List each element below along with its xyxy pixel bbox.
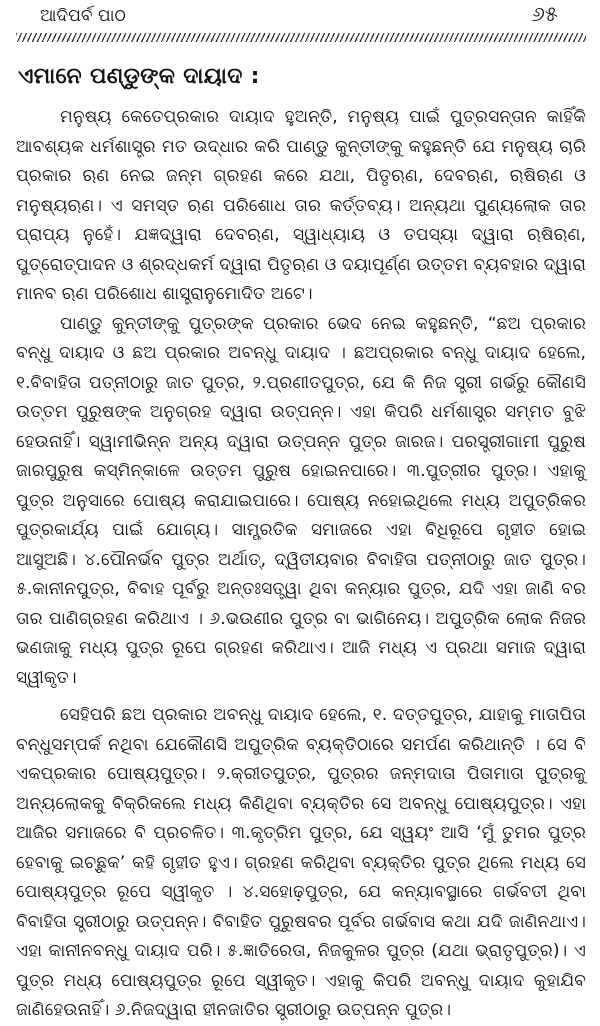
running-header (16, 0, 586, 34)
paragraph-bandhu-dayada: ପାଣ୍ଡୁ କୁନ୍ତୀଙ୍କୁ ପୁତ୍ରଙ୍କ ପ୍ରକାର ଭେଦ ନେଇ କହୁଛନ୍ତି, “ଛଅ ପ୍ରକାର ବନ୍ଧୁ ଦାୟାଦ ଓ ଛଅ ପ୍ରକାର ଅବନ୍ଧୁ ଦାୟାଦ । ଛଅପ୍ରକାର ବନ୍ଧୁ ଦାୟାଦ ହେଲେ, ୧.ବିବାହିତା ପତ୍ନୀଠାରୁ ଜାତ ପୁତ୍ର, ୨.ପ୍ରଣୀତପୁତ୍ର, ଯେ କି ନିଜ ସ୍ତ୍ରୀ ଗର୍ଭରୁ କୌଣସି ଉତ୍ତମ ପୁରୁଷଙ୍କ ଅନୁଗ୍ରହ ଦ୍ୱାରା ଉତ୍ପନ୍ନ। ଏହା କିପରି ଧର୍ମଶାସ୍ତ୍ର ସମ୍ମତ ବୁଝି ହେଉନାହିଁ। ସ୍ୱାମୀଭିନ୍ନ ଅନ୍ୟ ଦ୍ୱାରା ଉତ୍ପନ୍ନ ପୁତ୍ର ଜାରଜ। ପରସ୍ତ୍ରୀଗାମୀ ପୁରୁଷ ଜାରପୁରୁଷ କସ୍ମିନ୍‌କାଳେ ଉତ୍ତମ ପୁରୁଷ ହୋଇନପାରେ। ୩.ପୁତ୍ରୀର ପୁତ୍ର। ଏହାକୁ ପୁତ୍ର ଅନୁସାରେ ପୋଷ୍ୟ କରାଯାଇପାରେ। ପୋଷ୍ୟ ନହୋଇଥିଲେ ମଧ୍ୟ ଅପୁତ୍ରିକର ପୁତ୍ରକାର୍ଯ୍ୟ ପାଇଁ ଯୋଗ୍ୟ। ସାମ୍ପ୍ରତିକ ସମାଜରେ ଏହା ବିଧିରୂପେ ଗୃହୀତ ହୋଇ ଆସୁଅଛି। ୪.ପୌନର୍ଭବ ପୁତ୍ର ଅର୍ଥାତ୍, ଦ୍ୱିତୀୟବାର ବିବାହିତା ପତ୍ନୀଠାରୁ ଜାତ ପୁତ୍ର। ୫.କାନୀନପୁତ୍ର, ବିବାହ ପୂର୍ବରୁ ଅନ୍ତଃସତ୍ତ୍ୱା ଥିବା କନ୍ୟାର ପୁତ୍ର, ଯଦି ଏହା ଜାଣି ବର ତାର ପାଣିଗ୍ରହଣ କରିଥାଏ । ୬.ଭଉଣୀର ପୁତ୍ର ବା ଭାଗିନେୟ। ଅପୁତ୍ରିକ ଲୋକ ନିଜର ଭଣଜାକୁ ମଧ୍ୟ ପୁତ୍ର ରୂପେ ଗ୍ରହଣ କରିଥାଏ। ଆଜି ମଧ୍ୟ ଏ ପ୍ରଥା ସମାଜ ଦ୍ୱାରା ସ୍ୱୀକୃତ। (16, 313, 586, 688)
paragraph-rin: ମନୁଷ୍ୟ କେତେପ୍ରକାର ଦାୟାଦ ହୁଅନ୍ତି, ମନୁଷ୍ୟ ପାଇଁ ପୁତ୍ରସନ୍ତାନ କାହିଁକି ଆବଶ୍ୟକ ଧର୍ମଶାସ୍ତ୍ର ମତ ଉଦ୍ଧାର କରି ପାଣ୍ଡୁ କୁନ୍ତୀଙ୍କୁ କହୁଛନ୍ତି ଯେ ମନୁଷ୍ୟ ଚାରି ପ୍ରକାର ଋଣ ନେଇ ଜନ୍ମ ଗ୍ରହଣ କରେ ଯଥା, ପିତୃଋଣ, ଦେବଋଣ, ଋଷିଋଣ ଓ ମନୁଷ୍ୟଋଣ। ଏ ସମସ୍ତ ଋଣ ପରିଶୋଧ ତାର କର୍ତ୍ତବ୍ୟ। ଅନ୍ୟଥା ପୁଣ୍ୟଲୋକ ତାର ପ୍ରାପ୍ୟ ନୁହେଁ। ଯଜ୍ଞଦ୍ୱାରା ଦେବଋଣ, ସ୍ୱାଧ୍ୟାୟ ଓ ତପସ୍ୟା ଦ୍ୱାରା ଋଷିଋଣ, ପୁତ୍ରୋତ୍ପାଦନ ଓ ଶ୍ରଦ୍ଧକର୍ମ ଦ୍ୱାରା ପିତୃଋଣ ଓ ଦୟାପୂର୍ଣ୍ଣ ଉତ୍ତମ ବ୍ୟବହାର ଦ୍ୱାରା ମାନବ ଋଣ ପରିଶୋଧ ଶାସ୍ତ୍ରାନୁମୋଦିତ ଅଟେ। (16, 107, 586, 304)
section-heading: ଏମାନେ ପଣ୍ଡୁଙ୍କ ଦାୟାଦ : (18, 64, 260, 89)
header-divider (16, 33, 586, 42)
paragraph-abandhu-dayada: ସେହିପରି ଛଅ ପ୍ରକାର ଅବନ୍ଧୁ ଦାୟାଦ ହେଲେ, ୧. ଦତ୍ତପୁତ୍ର, ଯାହାକୁ ମାତାପିତା ବନ୍ଧୁସମ୍ପର୍କ ନଥିବା ଯେକୌଣସି ଅପୁତ୍ରିକ ବ୍ୟକ୍ତିଠାରେ ସମର୍ପଣ କରିଥାନ୍ତି । ସେ ବି ଏକପ୍ରକାର ପୋଷ୍ୟପୁତ୍ର। ୨.କ୍ରୀତପୁତ୍ର, ପୁତ୍ରର ଜନ୍ମଦାତା ପିତାମାତା ପୁତ୍ରକୁ ଅନ୍ୟଲୋକକୁ ବିକ୍ରିକଲେ ମଧ୍ୟ କିଣିଥିବା ବ୍ୟକ୍ତିର ସେ ଅବନ୍ଧୁ ପୋଷ୍ୟପୁତ୍ର। ଏହା ଆଜିର ସମାଜରେ ବି ପ୍ରଚଳିତ। ୩.କୃତ୍ରିମ ପୁତ୍ର, ଯେ ସ୍ୱୟଂ ଆସି ‘ମୁଁ ତୁମର ପୁତ୍ର ହେବାକୁ ଇଚ୍ଛୁକ’ କହି ଗୃହୀତ ହୁଏ। ଗ୍ରହଣ କରିଥିବା ବ୍ୟକ୍ତିର ପୁତ୍ର ଥିଲେ ମଧ୍ୟ ସେ ପୋଷ୍ୟପୁତ୍ର ରୂପେ ସ୍ୱୀକୃତ । ୪.ସହୋଢ଼ପୁତ୍ର, ଯେ କନ୍ୟାବସ୍ଥାରେ ଗର୍ଭବତୀ ଥିବା ବିବାହିତା ସ୍ତ୍ରୀଠାରୁ ଉତ୍ପନ୍ନ। ବିବାହିତ ପୁରୁଷବର ପୂର୍ବର ଗର୍ଭବାସ କଥା ଯଦି ଜାଣିନଥାଏ। ଏହା କାନୀନବନ୍ଧୁ ଦାୟାଦ ପରି। ୫.ଜ୍ଞାତିରେତା, ନିଜକୁଳର ପୁତ୍ର (ଯଥା ଭ୍ରାତୃପୁତ୍ର)। ଏ ପୁତ୍ର ମଧ୍ୟ ପୋଷ୍ୟପୁତ୍ର ରୂପେ ସ୍ୱୀକୃତ। ଏହାକୁ କିପରି ଅବନ୍ଧୁ ଦାୟାଦ କୁହାଯିବ ଜାଣିହେଉନାହିଁ। ୬.ନିଜଦ୍ୱାରା ହୀନଜାତିର ସ୍ତ୍ରୀଠାରୁ ଉତ୍ପନ୍ନ ପୁତ୍ର। (16, 705, 586, 1020)
chapter-title: ଆଦିପର୍ବ ପାଠ (40, 6, 126, 26)
page-number: ୬୫ (531, 2, 558, 26)
